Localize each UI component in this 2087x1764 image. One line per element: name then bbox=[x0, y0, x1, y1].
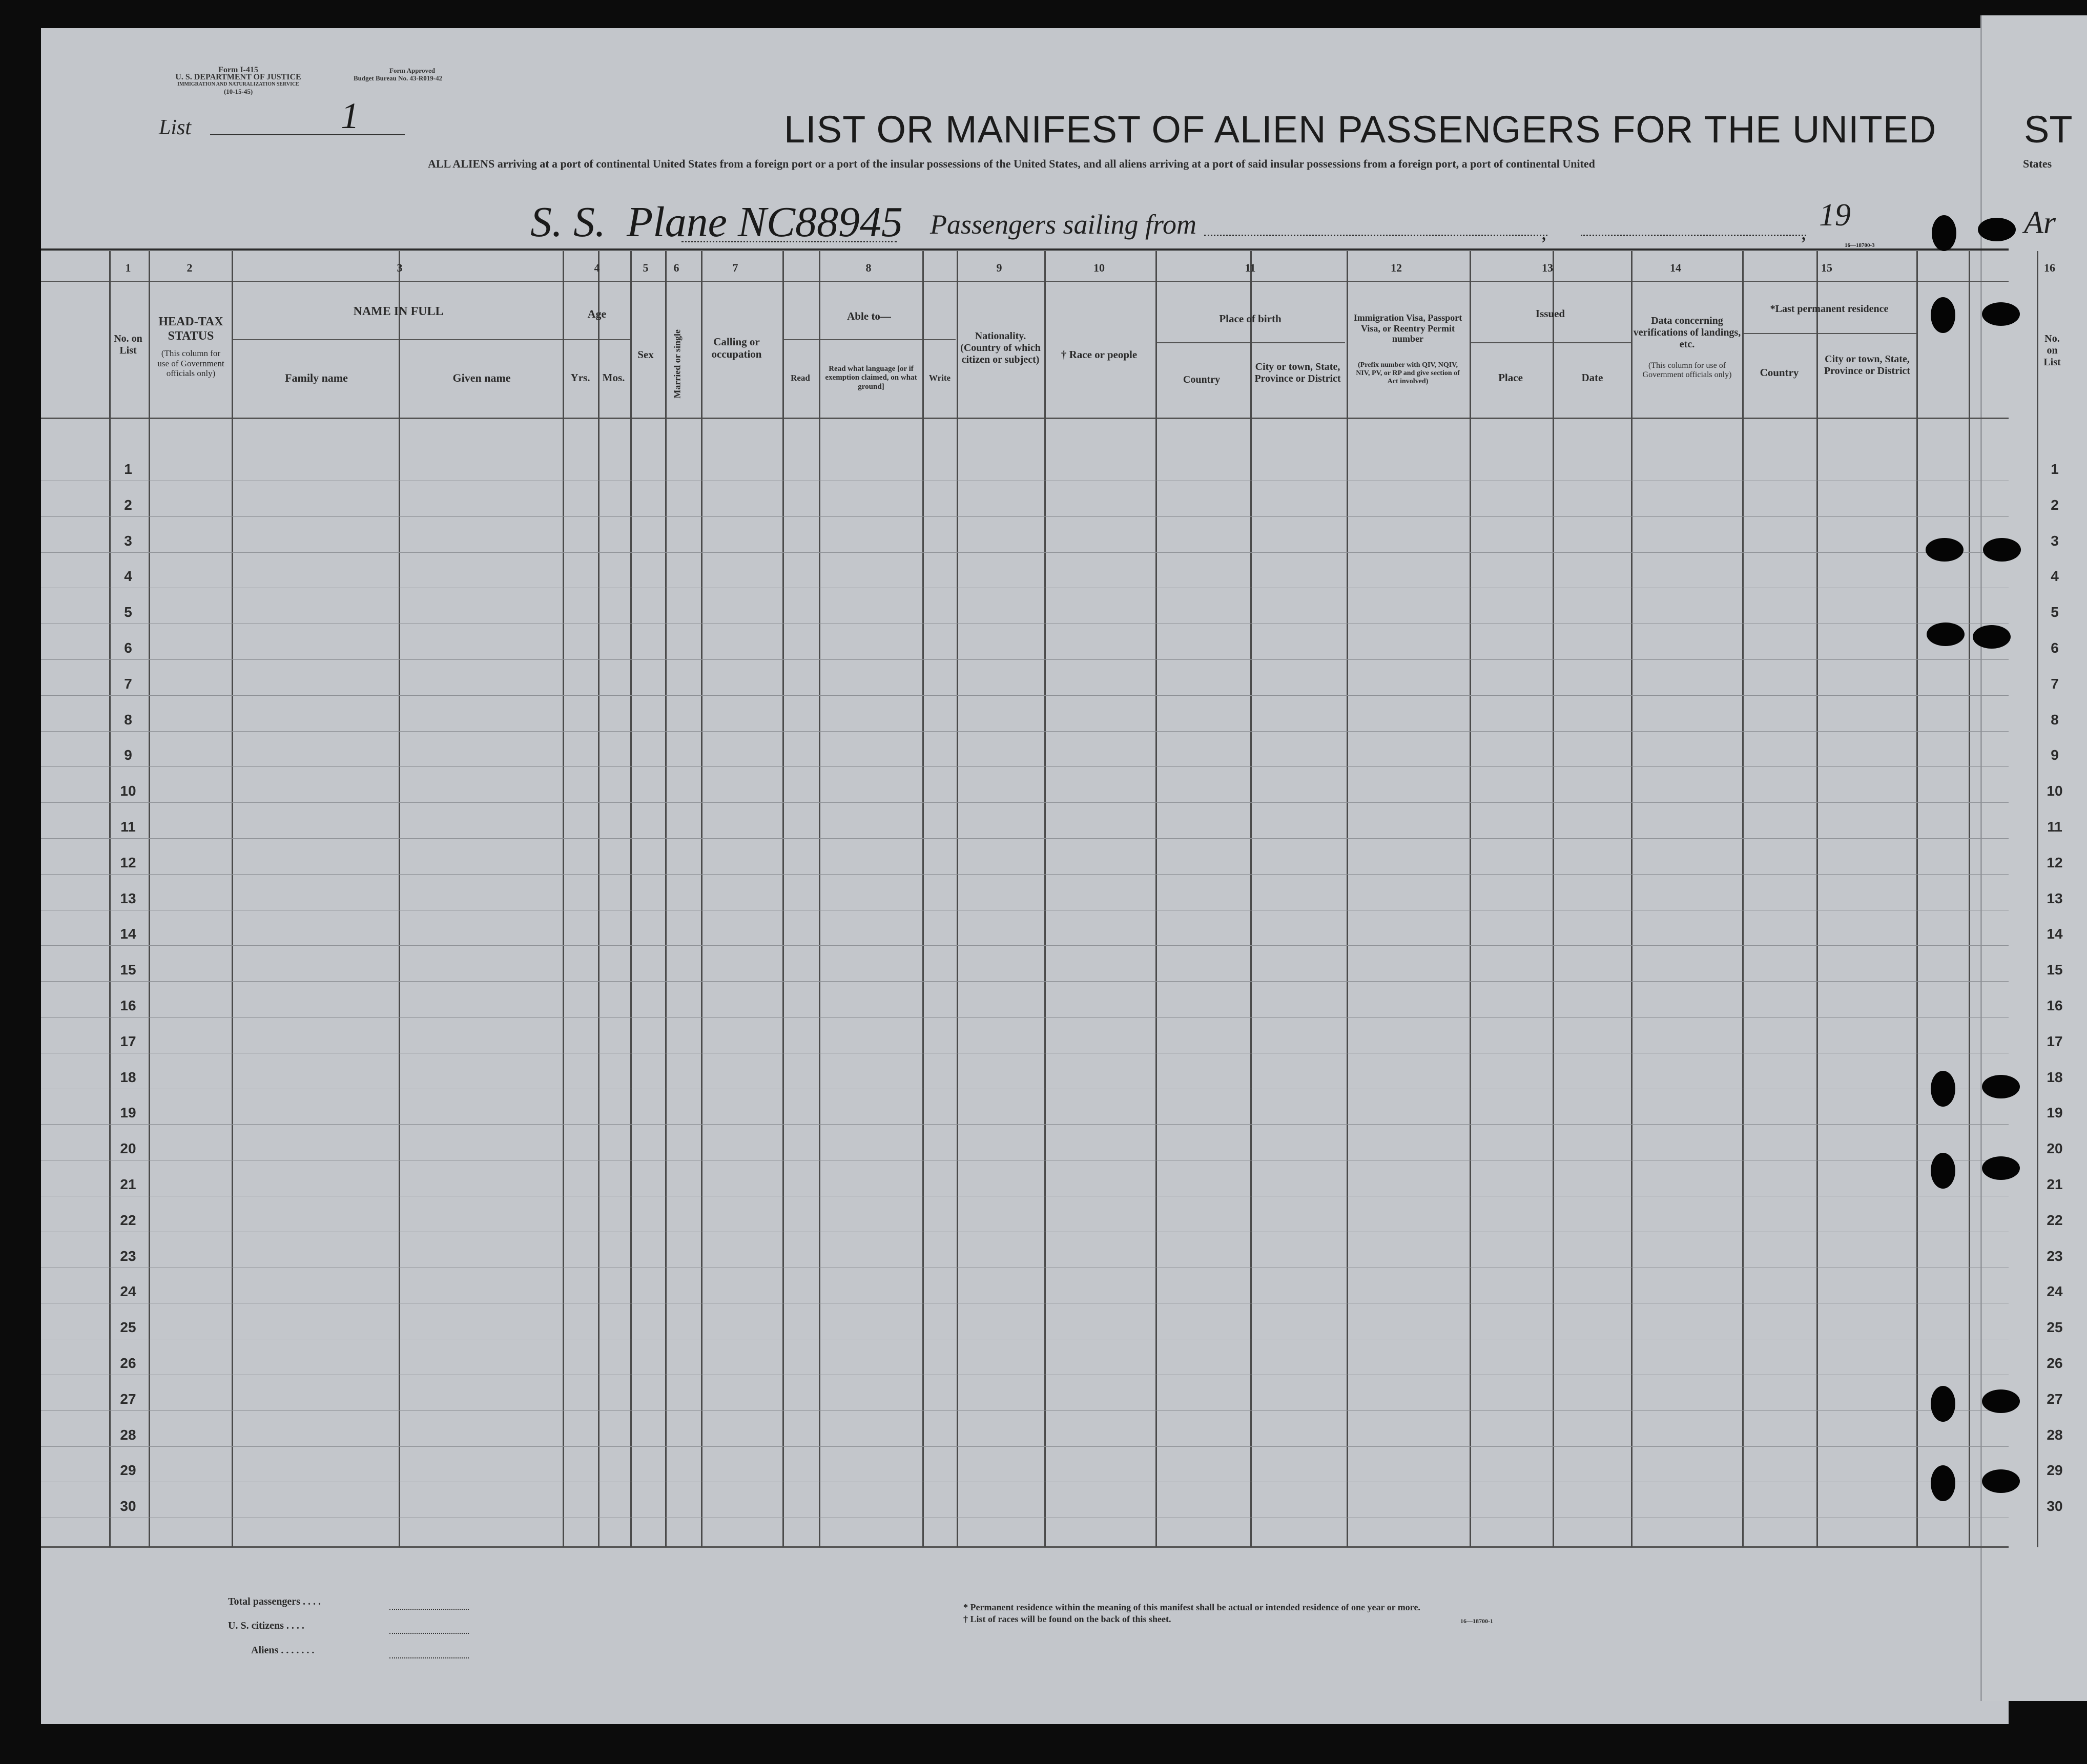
header-residence-country: Country bbox=[1760, 366, 1799, 379]
row-number-right: 24 bbox=[2047, 1283, 2063, 1300]
list-label: List bbox=[159, 116, 192, 139]
header-country-birth: Country bbox=[1183, 374, 1221, 385]
table-row bbox=[41, 874, 2009, 875]
row-number: 23 bbox=[120, 1248, 136, 1264]
header-race: † Race or people bbox=[1061, 348, 1138, 361]
list-underline bbox=[210, 134, 405, 135]
row-number: 19 bbox=[120, 1105, 136, 1121]
column-rule bbox=[630, 251, 632, 1547]
row-number: 30 bbox=[120, 1498, 136, 1514]
header-write: Write bbox=[928, 373, 951, 383]
header-no-list-right: No. on List bbox=[2043, 333, 2061, 368]
header-name-in-full: NAME IN FULL bbox=[353, 305, 444, 318]
header-married: Married or single bbox=[672, 329, 683, 399]
row-number: 25 bbox=[120, 1319, 136, 1336]
punch-hole bbox=[1931, 1465, 1955, 1501]
ship-prefix: S. S. bbox=[530, 198, 606, 246]
column-rule bbox=[563, 251, 564, 1547]
table-row bbox=[41, 802, 2009, 803]
col-9: 9 bbox=[996, 261, 1002, 274]
row-number: 2 bbox=[124, 496, 132, 513]
col-8: 8 bbox=[865, 261, 872, 274]
table-row bbox=[41, 731, 2009, 732]
row-number: 14 bbox=[120, 926, 136, 942]
footer-total-passengers: Total passengers . . . . bbox=[228, 1596, 321, 1607]
table-row bbox=[41, 695, 2009, 696]
row-number-right: 9 bbox=[2051, 747, 2059, 763]
column-rule bbox=[598, 251, 600, 1547]
punch-hole bbox=[1983, 538, 2021, 562]
header-issued-date: Date bbox=[1581, 371, 1603, 384]
comma-mark-2: , bbox=[1801, 221, 1806, 244]
header-issued: Issued bbox=[1535, 307, 1565, 320]
column-rule bbox=[1347, 251, 1348, 1547]
row-number-right: 27 bbox=[2047, 1391, 2063, 1407]
row-number: 22 bbox=[120, 1212, 136, 1228]
table-top-rule bbox=[41, 248, 2009, 251]
row-number-right: 4 bbox=[2051, 568, 2059, 585]
header-visa-note: (Prefix number with QIV, NQIV, NIV, PV, or RP and give section of Act involved) bbox=[1356, 361, 1460, 386]
subheader-rule-age bbox=[564, 339, 630, 340]
row-number-right: 5 bbox=[2051, 604, 2059, 620]
form-approval bbox=[354, 67, 471, 82]
page-title: LIST OR MANIFEST OF ALIEN PASSENGERS FOR THE UNITED bbox=[784, 108, 1937, 151]
row-number: 24 bbox=[120, 1283, 136, 1300]
row-number-right: 3 bbox=[2051, 532, 2059, 549]
column-rule bbox=[232, 251, 233, 1547]
year-19: 19 bbox=[1819, 198, 1851, 233]
print-code-top: 16—18700-3 bbox=[1845, 242, 1875, 248]
row-number: 3 bbox=[124, 532, 132, 549]
row-number-right: 29 bbox=[2047, 1462, 2063, 1479]
row-number-right: 8 bbox=[2051, 711, 2059, 728]
punch-hole bbox=[1931, 297, 1955, 333]
row-number: 9 bbox=[124, 747, 132, 763]
row-number-right: 2 bbox=[2051, 496, 2059, 513]
punch-hole bbox=[1932, 215, 1956, 251]
punch-hole bbox=[1982, 1469, 2020, 1493]
row-number: 1 bbox=[124, 461, 132, 477]
column-rule bbox=[1969, 251, 1970, 1547]
row-number-right: 25 bbox=[2047, 1319, 2063, 1336]
table-bottom-rule bbox=[41, 1546, 2009, 1548]
row-number-right: 1 bbox=[2051, 461, 2059, 477]
header-place-birth: Place of birth bbox=[1219, 313, 1282, 325]
header-bottom-rule bbox=[41, 418, 2009, 419]
footer-us-citizens: U. S. citizens . . . . bbox=[228, 1620, 304, 1631]
col-2: 2 bbox=[187, 261, 193, 274]
header-residence-city: City or town, State, Province or District bbox=[1824, 354, 1911, 377]
row-number-right: 18 bbox=[2047, 1069, 2063, 1085]
table-row bbox=[41, 516, 2009, 517]
column-rule bbox=[1553, 251, 1554, 1547]
row-number: 10 bbox=[120, 783, 136, 799]
punch-hole bbox=[1978, 218, 2016, 241]
row-number-right: 17 bbox=[2047, 1033, 2063, 1049]
row-number: 20 bbox=[120, 1140, 136, 1157]
col-16: 16 bbox=[2044, 261, 2055, 274]
column-rule bbox=[399, 251, 400, 1547]
column-rule bbox=[1742, 251, 1744, 1547]
row-number-right: 16 bbox=[2047, 998, 2063, 1013]
row-number-right: 10 bbox=[2047, 783, 2063, 799]
service: IMMIGRATION AND NATURALIZATION SERVICE bbox=[177, 81, 299, 87]
punch-hole bbox=[1982, 1075, 2020, 1098]
column-rule bbox=[2037, 251, 2038, 1547]
col-11: 11 bbox=[1245, 261, 1256, 274]
row-number: 4 bbox=[124, 568, 132, 585]
adjacent-sheet bbox=[1980, 15, 2087, 1701]
column-rule bbox=[1816, 251, 1818, 1547]
column-rule bbox=[819, 251, 820, 1547]
row-number: 17 bbox=[120, 1033, 136, 1049]
form-info bbox=[154, 67, 323, 95]
header-age: Age bbox=[587, 307, 607, 320]
header-mos: Mos. bbox=[602, 371, 625, 384]
subheader-rule-able bbox=[782, 339, 956, 340]
list-number: 1 bbox=[341, 95, 359, 136]
budget-bureau: Budget Bureau No. 43-R019-42 bbox=[354, 74, 443, 82]
header-able-to: Able to— bbox=[847, 310, 891, 322]
punch-hole bbox=[1931, 1386, 1955, 1422]
column-rule bbox=[665, 251, 667, 1547]
punch-hole bbox=[1982, 1156, 2020, 1180]
col-4: 4 bbox=[594, 261, 600, 274]
header-no-list: No. on List bbox=[114, 333, 142, 356]
ship-name: Plane NC88945 bbox=[627, 198, 903, 246]
row-number: 16 bbox=[120, 998, 136, 1013]
row-number-right: 14 bbox=[2047, 926, 2063, 942]
row-number: 12 bbox=[120, 854, 136, 870]
row-number-right: 28 bbox=[2047, 1426, 2063, 1443]
row-number: 27 bbox=[120, 1391, 136, 1407]
table-row bbox=[41, 1017, 2009, 1018]
subheader-rule-issued bbox=[1470, 342, 1631, 343]
table-row bbox=[41, 766, 2009, 767]
column-rule bbox=[1470, 251, 1471, 1547]
header-last-residence: *Last permanent residence bbox=[1770, 303, 1889, 315]
row-number: 11 bbox=[120, 819, 136, 835]
footer-aliens: Aliens . . . . . . . bbox=[251, 1645, 315, 1656]
row-number: 26 bbox=[120, 1355, 136, 1371]
row-number-right: 21 bbox=[2047, 1176, 2063, 1192]
punch-hole bbox=[1982, 1389, 2020, 1413]
header-yrs: Yrs. bbox=[570, 371, 590, 384]
header-city-birth: City or town, State, Province or District bbox=[1254, 361, 1341, 384]
row-number-right: 26 bbox=[2047, 1355, 2063, 1371]
form-number: Form I-415 bbox=[218, 66, 258, 74]
subheader-rule-residence bbox=[1742, 333, 1916, 334]
row-number: 13 bbox=[120, 890, 136, 906]
col-13: 13 bbox=[1542, 261, 1553, 274]
col-6: 6 bbox=[673, 261, 679, 274]
punch-hole bbox=[1931, 1153, 1955, 1189]
header-nationality: Nationality. (Country of which citizen or subject) bbox=[960, 330, 1041, 365]
comma-mark: , bbox=[1541, 221, 1546, 244]
header-read-language: Read what language [or if exemption claimed, on what ground] bbox=[825, 365, 917, 391]
punch-hole bbox=[1973, 625, 2011, 649]
col-3: 3 bbox=[397, 261, 403, 274]
col-5: 5 bbox=[643, 261, 649, 274]
table-row bbox=[41, 981, 2009, 982]
column-rule bbox=[922, 251, 924, 1547]
header-data-note: (This column for use of Government officials only) bbox=[1642, 361, 1732, 380]
col-12: 12 bbox=[1391, 261, 1402, 274]
row-number-right: 30 bbox=[2047, 1498, 2063, 1514]
column-rule bbox=[1155, 251, 1157, 1547]
total-passengers-line bbox=[389, 1609, 469, 1610]
subtitle-continued: States bbox=[2023, 157, 2052, 170]
header-calling: Calling or occupation bbox=[711, 336, 762, 361]
punch-hole bbox=[1982, 302, 2020, 326]
page-title-continued: ST bbox=[2024, 108, 2073, 151]
header-family-name: Family name bbox=[285, 371, 348, 384]
table-row bbox=[41, 1124, 2009, 1125]
header-given-name: Given name bbox=[452, 371, 511, 384]
row-number-right: 13 bbox=[2047, 890, 2063, 906]
punch-hole bbox=[1931, 1071, 1955, 1107]
column-rule bbox=[149, 251, 150, 1547]
row-number-right: 23 bbox=[2047, 1248, 2063, 1264]
punch-hole bbox=[1926, 538, 1964, 562]
row-number: 15 bbox=[120, 962, 136, 978]
col-10: 10 bbox=[1093, 261, 1105, 274]
header-head-tax: HEAD-TAX STATUS bbox=[158, 315, 223, 343]
column-rule bbox=[701, 251, 702, 1547]
us-citizens-line bbox=[389, 1633, 469, 1634]
row-number-right: 12 bbox=[2047, 854, 2063, 870]
header-visa: Immigration Visa, Passport Visa, or Reentry Permit number bbox=[1353, 313, 1462, 344]
row-number-right: 22 bbox=[2047, 1212, 2063, 1228]
row-number-right: 15 bbox=[2047, 962, 2063, 978]
column-rule bbox=[1044, 251, 1046, 1547]
table-row bbox=[41, 1446, 2009, 1447]
row-number-right: 7 bbox=[2051, 675, 2059, 692]
footer-note-residence: * Permanent residence within the meaning of this manifest shall be actual or intended residence of one year or more. bbox=[963, 1602, 1420, 1612]
ship-dotline bbox=[681, 241, 897, 242]
colnum-rule bbox=[41, 281, 2009, 282]
column-rule bbox=[782, 251, 784, 1547]
form-date: (10-15-45) bbox=[223, 88, 253, 95]
row-number: 7 bbox=[124, 675, 132, 692]
arriving-right: Ar bbox=[2024, 205, 2056, 240]
table-row bbox=[41, 659, 2009, 660]
col-1: 1 bbox=[125, 261, 131, 274]
row-number: 21 bbox=[120, 1176, 136, 1192]
row-number: 29 bbox=[120, 1462, 136, 1479]
row-number-right: 6 bbox=[2051, 640, 2059, 656]
header-read: Read bbox=[791, 373, 810, 383]
column-rule bbox=[1916, 251, 1918, 1547]
footer-note-races: † List of races will be found on the back of this sheet. bbox=[963, 1614, 1171, 1624]
column-rule bbox=[957, 251, 958, 1547]
header-data-concerning: Data concerning verifications of landings, etc. bbox=[1633, 315, 1741, 350]
header-head-tax-note: (This column for use of Government officials only) bbox=[157, 348, 224, 379]
table-row bbox=[41, 838, 2009, 839]
subtitle: ALL ALIENS arriving at a port of continental United States from a foreign port or a port of the insular possessions of the United States, and all aliens arriving at a port of said insular possessions from a foreign port, a port of continental United bbox=[428, 157, 1595, 170]
row-number: 8 bbox=[124, 711, 132, 728]
row-number-right: 11 bbox=[2047, 819, 2062, 835]
row-number: 18 bbox=[120, 1069, 136, 1085]
manifest-sheet bbox=[41, 28, 2009, 1724]
header-issued-place: Place bbox=[1498, 371, 1523, 384]
row-number: 28 bbox=[120, 1426, 136, 1443]
sailing-from-line bbox=[1204, 235, 1547, 236]
row-number: 6 bbox=[124, 640, 132, 656]
col-15: 15 bbox=[1821, 261, 1832, 274]
col-14: 14 bbox=[1670, 261, 1681, 274]
aliens-line bbox=[389, 1657, 469, 1658]
punch-hole bbox=[1927, 622, 1965, 646]
row-number: 5 bbox=[124, 604, 132, 620]
row-number-right: 20 bbox=[2047, 1140, 2063, 1157]
top-border bbox=[0, 0, 2087, 28]
row-number-right: 19 bbox=[2047, 1105, 2063, 1121]
footer-print-code: 16—18700-1 bbox=[1460, 1617, 1493, 1625]
table-row bbox=[41, 552, 2009, 553]
col-7: 7 bbox=[732, 261, 738, 274]
column-rule bbox=[1250, 251, 1252, 1547]
department: U. S. DEPARTMENT OF JUSTICE bbox=[175, 73, 301, 81]
header-sex: Sex bbox=[637, 348, 654, 361]
sailing-date-line bbox=[1581, 235, 1806, 236]
table-row bbox=[41, 945, 2009, 946]
sailing-label: Passengers sailing from bbox=[930, 209, 1197, 240]
form-approved: Form Approved bbox=[389, 67, 435, 74]
column-rule bbox=[1631, 251, 1633, 1547]
table-row bbox=[41, 1410, 2009, 1411]
